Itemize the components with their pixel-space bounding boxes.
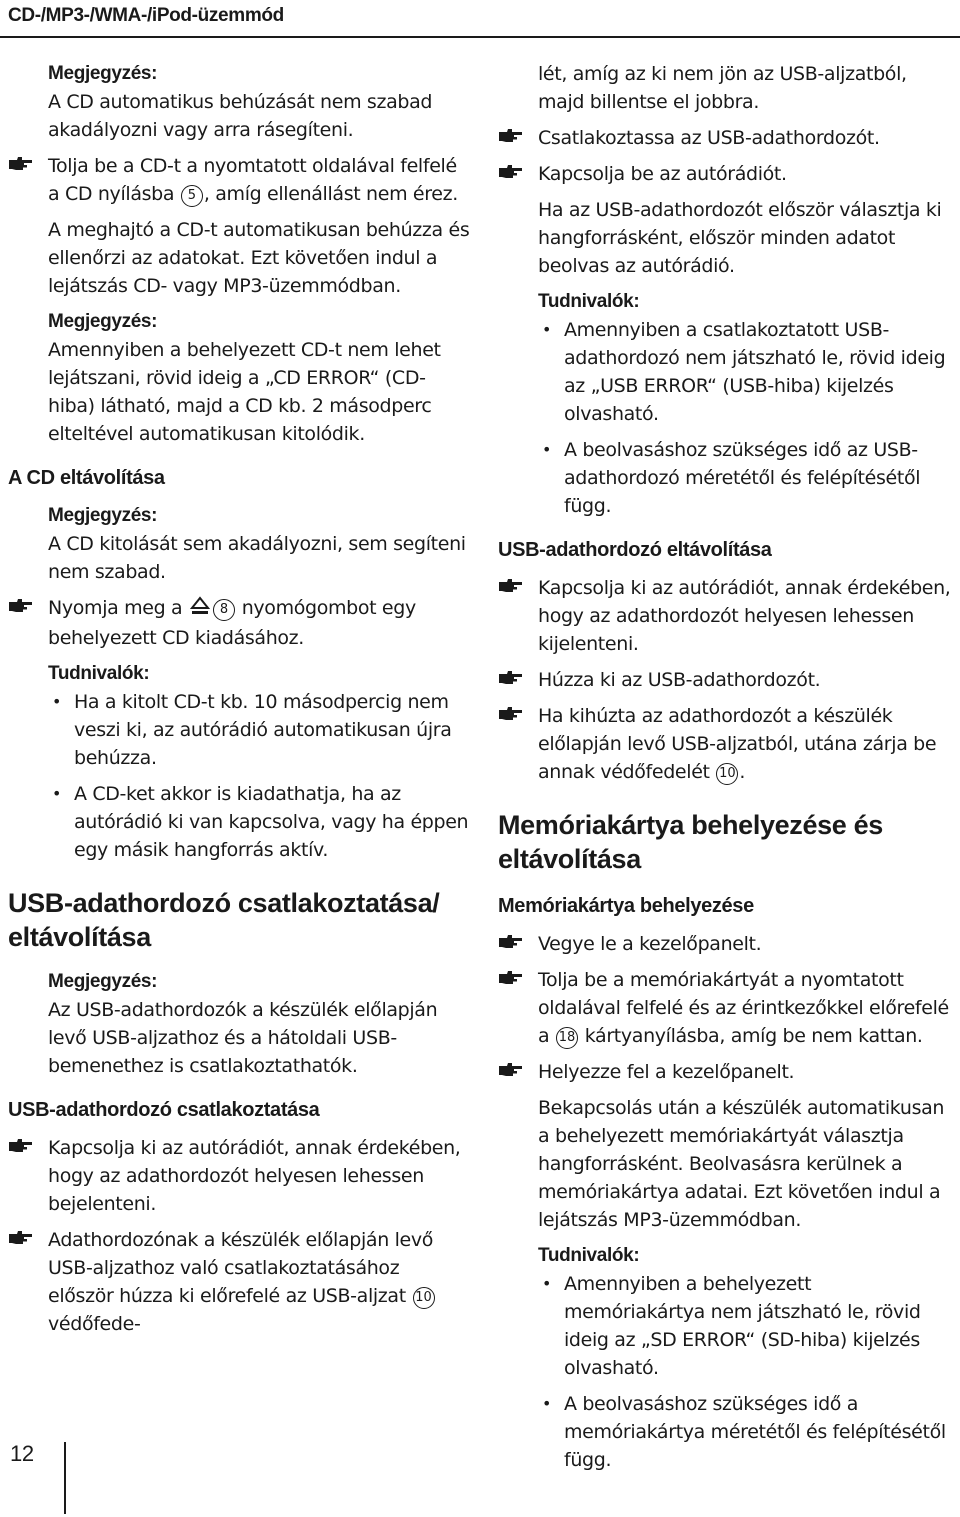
pointing-hand-icon — [8, 154, 34, 176]
page-header — [0, 0, 960, 38]
note-block — [8, 502, 470, 586]
chapter-heading: USB-adathordozó csatlakoztatása/ eltávolítása — [8, 888, 440, 952]
bullet-text: A beolvasáshoz szükséges idő az USB-adathordozó méretétől és felépítésétől függ. — [564, 439, 921, 517]
info-block — [8, 660, 470, 864]
section-heading: A CD eltávolítása — [8, 467, 165, 489]
instruction-step — [498, 124, 956, 152]
header-title: CD-/MP3-/WMA-/iPod-üzemmód — [8, 5, 284, 26]
instruction-step — [498, 574, 956, 658]
paragraph: Bekapcsolás után a készülék automatikusan a behelyezett memóriakártyát választja hangforrásként. Beolvasásra kerülnek a memóriakártya adatai. Ezt követően indul a lejátszás MP3-üzemmódban. — [538, 1097, 945, 1231]
section-heading: USB-adathordozó csatlakoztatása — [8, 1099, 320, 1121]
note-heading: Megjegyzés: — [48, 311, 158, 332]
step-text: Kapcsolja ki az autórádiót, annak érdekében, hogy az adathordozót helyesen lehessen kijelenteni. — [538, 577, 951, 655]
step-text: nyomógombot egy behelyezett CD kiadásához. — [48, 597, 416, 649]
info-heading: Tudnivalók: — [538, 291, 640, 312]
bullet-text: Ha a kitolt CD-t kb. 10 másodpercig nem veszi ki, az autórádió automatikusan újra behúzza. — [74, 691, 452, 769]
pointing-hand-icon — [498, 668, 524, 690]
instruction-step — [498, 160, 956, 188]
step-text: Kapcsolja ki az autórádiót, annak érdekében, hogy az adathordozót helyesen lehessen bejelenteni. — [48, 1137, 461, 1215]
ref-number: 10 — [413, 1287, 435, 1309]
step-text: Adathordozónak a készülék előlapján levő USB-aljzathoz való csatlakoztatásához először húzza ki előrefelé az USB-aljzat — [48, 1229, 434, 1307]
step-text: Kapcsolja be az autórádiót. — [538, 163, 787, 185]
pointing-hand-icon — [498, 968, 524, 990]
pointing-hand-icon — [498, 576, 524, 598]
page-divider — [64, 1442, 66, 1514]
note-block — [8, 968, 470, 1080]
bullet-item: • Amennyiben a csatlakoztatott USB-adathordozó nem játszható le, rövid ideig az „USB ERROR“ (USB-hiba) kijelzés olvasható. — [542, 319, 946, 425]
instruction-step — [8, 1226, 470, 1338]
step-text: , amíg ellenállást nem érez. — [203, 183, 458, 205]
paragraph: A meghajtó a CD-t automatikusan behúzza és ellenőrzi az adatokat. Ezt követően indul a lejátszás CD- vagy MP3-üzemmódban. — [48, 219, 470, 297]
pointing-hand-icon — [498, 126, 524, 148]
info-block — [498, 288, 956, 520]
page-number: 12 — [10, 1441, 34, 1466]
note-text: Amennyiben a behelyezett CD-t nem lehet lejátszani, rövid ideig a „CD ERROR“ (CD-hiba) látható, majd a CD kb. 2 másodperc elteltével automatikusan kitolódik. — [48, 339, 441, 445]
step-text: védőfede- — [48, 1313, 141, 1335]
note-text: Az USB-adathordozók a készülék előlapján levő USB-aljzathoz és a hátoldali USB-bemenethez is csatlakoztathatók. — [48, 999, 438, 1077]
step-text: . — [739, 761, 746, 783]
eject-icon — [190, 596, 210, 624]
left-column — [8, 60, 470, 1346]
chapter-heading: Memóriakártya behelyezése és eltávolítása — [498, 810, 883, 874]
instruction-step — [8, 1134, 470, 1218]
pointing-hand-icon — [498, 704, 524, 726]
instruction-step — [8, 594, 470, 652]
note-block — [8, 308, 470, 448]
ref-number: 5 — [181, 185, 203, 207]
pointing-hand-icon — [498, 162, 524, 184]
paragraph: Ha az USB-adathordozót először választja ki hangforrásként, először minden adatot beolvas az autórádió. — [538, 199, 942, 277]
bullet-text: A beolvasáshoz szükséges idő a memóriakártya méretétől és felépítésétől függ. — [564, 1393, 946, 1471]
section-heading: Memóriakártya behelyezése — [498, 895, 754, 917]
ref-number: 8 — [213, 599, 235, 621]
info-heading: Tudnivalók: — [538, 1245, 640, 1266]
pointing-hand-icon — [498, 1060, 524, 1082]
step-text: Tolja be a memóriakártyát a nyomtatott oldalával felfelé és az érintkezőkkel előrefelé a — [538, 969, 949, 1047]
step-text: kártyanyílásba, amíg be nem kattan. — [584, 1025, 923, 1047]
step-text: Helyezze fel a kezelőpanelt. — [538, 1061, 795, 1083]
note-heading: Megjegyzés: — [48, 971, 158, 992]
pointing-hand-icon — [498, 932, 524, 954]
info-block — [498, 1242, 956, 1474]
step-text: Ha kihúzta az adathordozót a készülék előlapján levő USB-aljzatból, utána zárja be annak védőfedelét — [538, 705, 937, 783]
info-heading: Tudnivalók: — [48, 663, 150, 684]
ref-number: 18 — [556, 1027, 578, 1049]
step-text: Csatlakoztassa az USB-adathordozót. — [538, 127, 880, 149]
instruction-step — [498, 702, 956, 786]
ref-number: 10 — [716, 763, 738, 785]
pointing-hand-icon — [8, 1136, 34, 1158]
instruction-step — [8, 152, 470, 208]
instruction-step — [498, 666, 956, 694]
instruction-step — [498, 1058, 956, 1086]
note-text: A CD automatikus behúzását nem szabad akadályozni vagy arra rásegíteni. — [48, 91, 433, 141]
bullet-item: • Ha a kitolt CD-t kb. 10 másodpercig nem veszi ki, az autórádió automatikusan újra behúzza. — [52, 691, 452, 769]
step-text: Nyomja meg a — [48, 597, 183, 619]
paragraph: lét, amíg az ki nem jön az USB-aljzatból, majd billentse el jobbra. — [538, 63, 907, 113]
step-text: Tolja be a CD-t a nyomtatott oldalával felfelé a CD nyílásba — [48, 155, 457, 205]
bullet-text: Amennyiben a csatlakoztatott USB-adathordozó nem játszható le, rövid ideig az „USB ERROR“ (USB-hiba) kijelzés olvasható. — [564, 319, 946, 425]
right-column — [498, 60, 956, 1482]
bullet-item: • A CD-ket akkor is kiadathatja, ha az autórádió ki van kapcsolva, vagy ha éppen egy másik hangforrás aktív. — [52, 783, 469, 861]
bullet-text: A CD-ket akkor is kiadathatja, ha az autórádió ki van kapcsolva, vagy ha éppen egy másik hangforrás aktív. — [74, 783, 469, 861]
pointing-hand-icon — [8, 1228, 34, 1250]
note-text: A CD kitolását sem akadályozni, sem segíteni nem szabad. — [48, 533, 466, 583]
instruction-step — [498, 966, 956, 1050]
step-text: Húzza ki az USB-adathordozót. — [538, 669, 821, 691]
pointing-hand-icon — [8, 596, 34, 618]
note-heading: Megjegyzés: — [48, 63, 158, 84]
bullet-item: • Amennyiben a behelyezett memóriakártya nem játszható le, rövid ideig az „SD ERROR“ (SD-hiba) kijelzés olvasható. — [542, 1273, 921, 1379]
note-block — [8, 60, 470, 144]
step-text: Vegye le a kezelőpanelt. — [538, 933, 762, 955]
section-heading: USB-adathordozó eltávolítása — [498, 539, 772, 561]
bullet-item: • A beolvasáshoz szükséges idő a memóriakártya méretétől és felépítésétől függ. — [542, 1393, 946, 1471]
instruction-step — [498, 930, 956, 958]
note-heading: Megjegyzés: — [48, 505, 158, 526]
bullet-item: • A beolvasáshoz szükséges idő az USB-adathordozó méretétől és felépítésétől függ. — [542, 439, 921, 517]
bullet-text: Amennyiben a behelyezett memóriakártya nem játszható le, rövid ideig az „SD ERROR“ (SD-hiba) kijelzés olvasható. — [564, 1273, 921, 1379]
